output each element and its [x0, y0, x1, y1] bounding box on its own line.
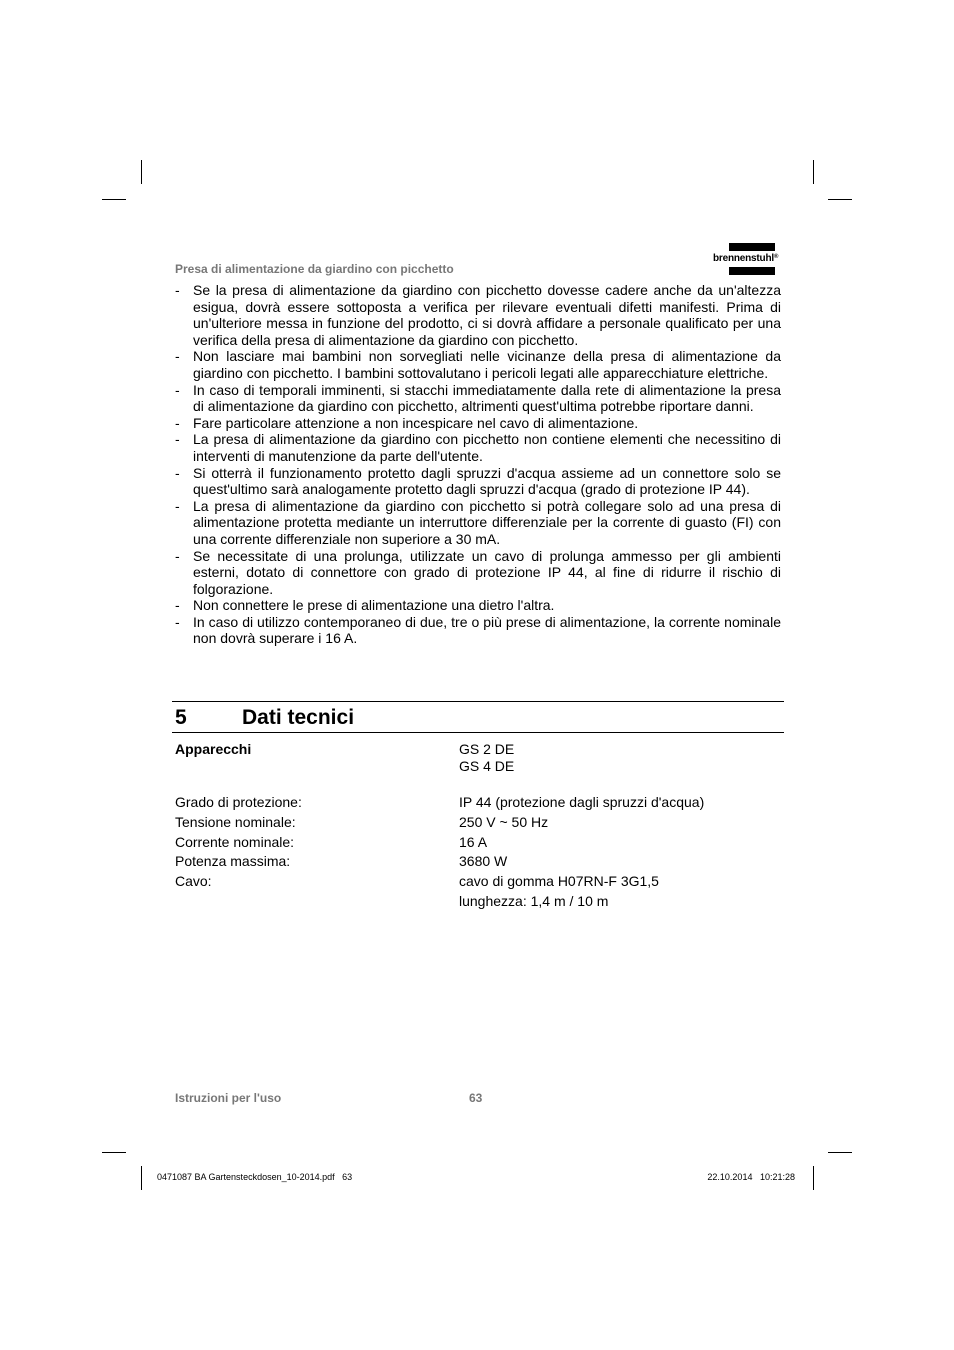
crop-mark [813, 1166, 814, 1190]
spec-label: Potenza massima: [175, 853, 291, 869]
list-item: - Non connettere le prese di alimentazione una dietro l'altra. [175, 597, 555, 614]
section-title: Dati tecnici [242, 706, 355, 729]
device-model: GS 4 DE [459, 758, 515, 774]
crop-mark [141, 160, 142, 184]
page-number: 63 [469, 1091, 483, 1105]
list-item: - In caso di temporali imminenti, si stacchi immediatamente dalla rete di alimentazione la presa di alimentazione da giardino con picchetto, altrimenti quest'ultima potrebbe riportare danni. [175, 381, 781, 415]
logo-text: brennenstuhl® [713, 253, 779, 264]
logo-bar-top [729, 243, 775, 251]
print-slug-datetime: 22.10.2014 10:21:28 [707, 1172, 795, 1182]
safety-bullet-list [175, 282, 781, 647]
spec-value: 16 A [459, 834, 488, 850]
crop-mark [828, 1152, 852, 1153]
list-item: - Se la presa di alimentazione da giardino con picchetto dovesse cadere anche da un'altezza esigua, dovrà essere sottoposta a verifica per rilevare eventuali difetti manifesti. Prima di un'ulteriore messa in funzione del prodotto, ci si dovrà affidare a personale qualificato per una verifica della presa di alimentazione da giardino con picchetto. [175, 282, 781, 348]
footer-label: Istruzioni per l'uso [175, 1091, 282, 1105]
print-slug-file: 0471087 BA Gartensteckdosen_10-2014.pdf 63 [157, 1172, 353, 1182]
spec-value: 250 V ~ 50 Hz [459, 814, 549, 830]
list-item: - Non lasciare mai bambini non sorvegliati nelle vicinanze della presa di alimentazione da giardino con picchetto. I bambini sottovalutano i pericoli legati alle apparecchiature elettriche. [175, 348, 781, 381]
crop-mark [141, 1166, 142, 1190]
spec-label: Grado di protezione: [175, 794, 302, 810]
running-header: Presa di alimentazione da giardino con picchetto [175, 262, 454, 276]
spec-label: Cavo: [175, 873, 212, 889]
crop-mark [102, 199, 126, 200]
list-item: - Si otterrà il funzionamento protetto dagli spruzzi d'acqua assieme ad un connettore solo se quest'ultimo sarà analogamente protetto dagli spruzzi d'acqua (grado di protezione IP 44). [175, 464, 781, 498]
spec-value: cavo di gomma H07RN-F 3G1,5 [459, 873, 659, 889]
device-model: GS 2 DE [459, 741, 515, 757]
spec-label: Corrente nominale: [175, 834, 295, 850]
brand-logo [713, 243, 783, 275]
section-number: 5 [175, 706, 187, 729]
logo-bar-bottom [729, 267, 775, 275]
list-item: - In caso di utilizzo contemporaneo di due, tre o più prese di alimentazione, la corrente nominale non dovrà superare i 16 A. [175, 613, 781, 647]
spec-label: Tensione nominale: [175, 814, 296, 830]
list-item: - Fare particolare attenzione a non incespicare nel cavo di alimentazione. [175, 414, 639, 431]
list-item: - La presa di alimentazione da giardino con picchetto non contiene elementi che necessitino di interventi di manutenzione da parte dell'utente. [175, 431, 781, 464]
spec-value: 3680 W [459, 853, 508, 869]
list-item: - Se necessitate di una prolunga, utilizzate un cavo di prolunga ammesso per gli ambienti esterni, dotato di connettore con grado di protezione IP 44, al fine di ridurre il rischio di folgorazione. [175, 547, 781, 597]
section-heading [172, 701, 784, 733]
list-item: - La presa di alimentazione da giardino con picchetto si potrà collegare solo ad una presa di alimentazione protetta mediante un interruttore differenziale per la corrente di guasto (FI) con una corrente differenziale non superiore a 30 mA. [175, 497, 781, 547]
crop-mark [828, 199, 852, 200]
devices-label: Apparecchi [175, 741, 252, 757]
cable-length: lunghezza: 1,4 m / 10 m [459, 893, 609, 909]
spec-value: IP 44 (protezione dagli spruzzi d'acqua) [459, 794, 705, 810]
crop-mark [813, 160, 814, 184]
crop-mark [102, 1152, 126, 1153]
